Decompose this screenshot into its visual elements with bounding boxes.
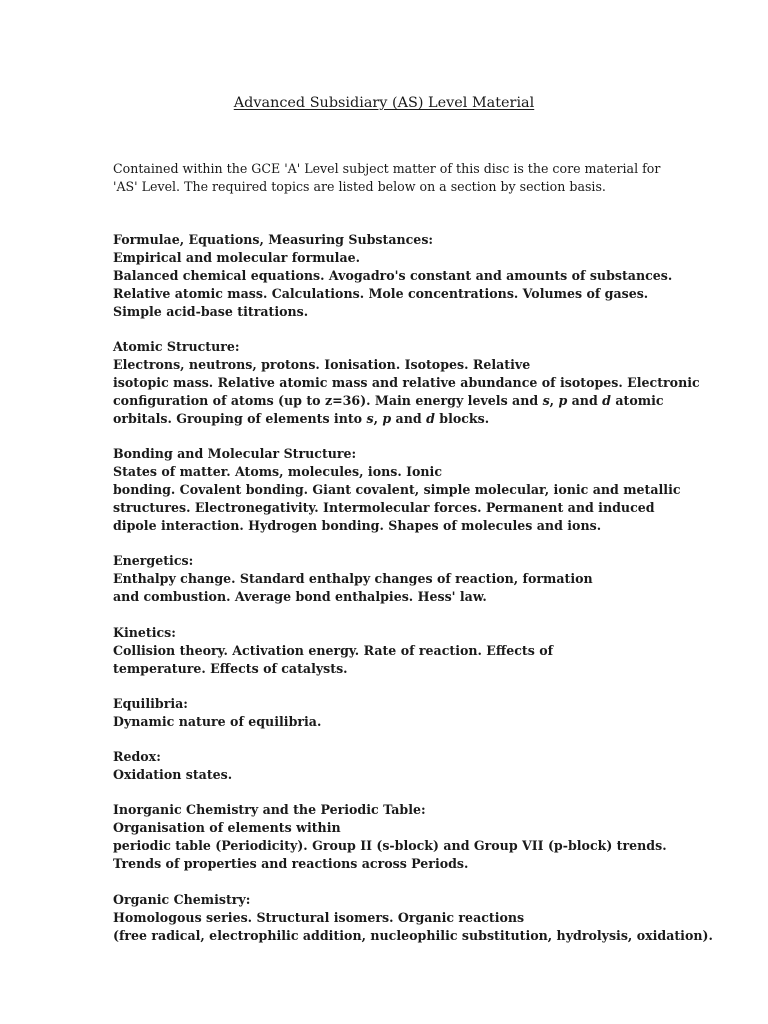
section-line: Relative atomic mass. Calculations. Mole concentrations. Volumes of gases.: [113, 286, 649, 301]
section-line: (free radical, electrophilic addition, nucleophilic substitution, hydrolysis, oxidation).: [113, 928, 713, 943]
section-line: configuration of atoms (up to z=36). Main energy levels and s, p and d atomic: [113, 393, 664, 408]
section-heading: Inorganic Chemistry and the Periodic Table:: [113, 802, 426, 817]
section-formulae: [113, 231, 693, 321]
section-heading: Energetics:: [113, 553, 194, 568]
section-text: Enthalpy change. Standard enthalpy changes of reaction, formation: [113, 571, 593, 586]
section-line: periodic table (Periodicity). Group II (s-block) and Group VII (p-block) trends.: [113, 838, 667, 853]
intro-line: 'AS' Level. The required topics are listed below on a section by section basis.: [113, 179, 606, 194]
section-atomic-structure: [113, 338, 700, 428]
section-text: Collision theory. Activation energy. Rate of reaction. Effects of: [113, 643, 554, 658]
section-heading: Organic Chemistry:: [113, 892, 251, 907]
section-heading: Atomic Structure:: [113, 339, 240, 354]
page-title: Advanced Subsidiary (AS) Level Material: [233, 95, 535, 111]
section-heading: Formulae, Equations, Measuring Substances:: [113, 232, 434, 247]
section-line: [113, 801, 693, 837]
section-line: structures. Electronegativity. Intermolecular forces. Permanent and induced: [113, 500, 655, 515]
section-line: [113, 624, 693, 660]
section-line: [113, 695, 693, 731]
section-text: Organisation of elements within: [113, 820, 341, 835]
section-heading: Redox:: [113, 749, 161, 764]
section-line: orbitals. Grouping of elements into s, p and d blocks.: [113, 411, 490, 426]
section-line: [113, 748, 693, 784]
section-line: isotopic mass. Relative atomic mass and relative abundance of isotopes. Electronic: [113, 375, 700, 390]
section-line: [113, 552, 693, 588]
section-redox: [113, 748, 693, 784]
section-line: [113, 231, 693, 267]
section-text: States of matter. Atoms, molecules, ions. Ionic: [113, 464, 443, 479]
section-text: Homologous series. Structural isomers. Organic reactions: [113, 910, 525, 925]
section-text: Electrons, neutrons, protons. Ionisation. Isotopes. Relative: [113, 357, 531, 372]
section-line: [113, 445, 693, 481]
section-line: Balanced chemical equations. Avogadro's constant and amounts of substances.: [113, 268, 673, 283]
section-line: [113, 338, 693, 374]
section-bonding: [113, 445, 693, 535]
section-heading: Bonding and Molecular Structure:: [113, 446, 357, 461]
intro-paragraph: [113, 160, 673, 196]
section-heading: Equilibria:: [113, 696, 188, 711]
section-line: bonding. Covalent bonding. Giant covalent, simple molecular, ionic and metallic: [113, 482, 681, 497]
section-text: Empirical and molecular formulae.: [113, 250, 361, 265]
section-line: temperature. Effects of catalysts.: [113, 661, 348, 676]
section-line: dipole interaction. Hydrogen bonding. Shapes of molecules and ions.: [113, 518, 602, 533]
section-heading: Kinetics:: [113, 625, 176, 640]
section-kinetics: [113, 624, 693, 678]
section-line: [113, 891, 693, 927]
section-line: and combustion. Average bond enthalpies. Hess' law.: [113, 589, 487, 604]
section-organic-chemistry: [113, 891, 713, 945]
section-inorganic-chemistry: [113, 801, 693, 873]
section-line: Simple acid-base titrations.: [113, 304, 309, 319]
section-equilibria: [113, 695, 693, 731]
section-text: Oxidation states.: [113, 767, 233, 782]
section-energetics: [113, 552, 693, 606]
section-line: Trends of properties and reactions across Periods.: [113, 856, 469, 871]
intro-line: Contained within the GCE 'A' Level subject matter of this disc is the core material for: [113, 161, 661, 176]
section-text: Dynamic nature of equilibria.: [113, 714, 322, 729]
